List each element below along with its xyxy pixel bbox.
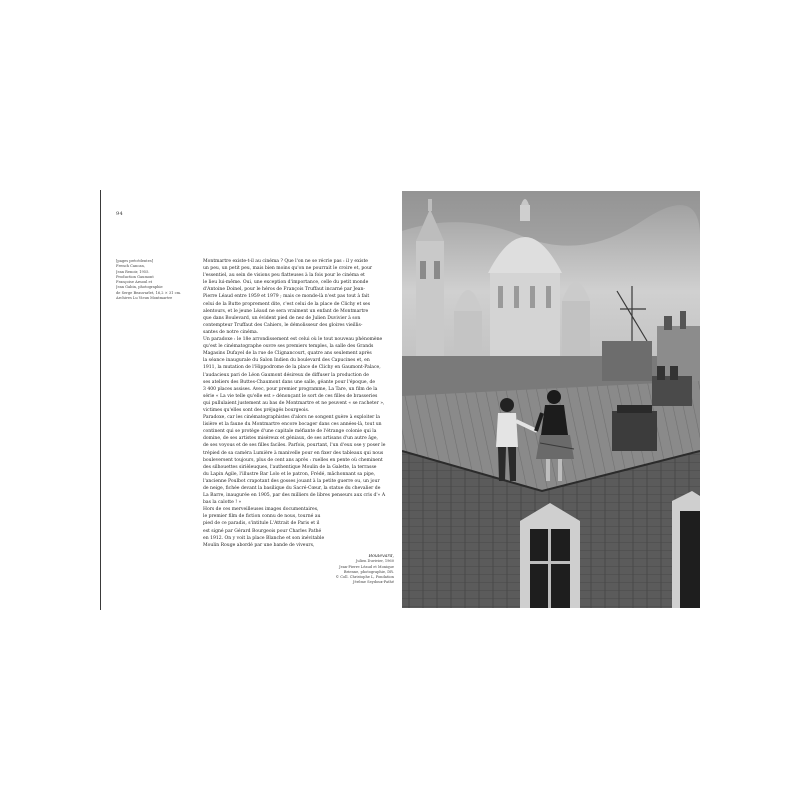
caption-line: de Serge Beauvarlet, 16,2 × 31 cm.: [116, 290, 182, 295]
body-line: l'essentiel, au sein de visions peu flatteuses à la fois pour le cinéma et: [203, 273, 365, 279]
body-line: de neige, fichée devant la basilique du Sacré-Cœur, la statue du chevalier de: [203, 486, 381, 491]
photo-caption-line: Brienne, photographie, DR.: [343, 569, 394, 574]
body-line: de ses voyous et de ses filles faciles. Parfois, pourtant, l'un d'eux ose y poser le: [203, 443, 386, 449]
photo-caption-line: Jérôme Seydoux-Pathé: [353, 580, 394, 585]
body-line: contempteur Truffaut des Cahiers, le démolisseur des gloires vieillis-: [203, 322, 363, 328]
caption-line: French Cancan,: [116, 264, 145, 269]
photo-caption-line: Jean-Pierre Léaud et Monique: [339, 564, 394, 569]
body-line: série « La vie telle qu'elle est » dénonçant le sort de ces filles de brasseries: [203, 393, 378, 399]
body-line: qu'est le cinématographe ouvre ses premiers temples, la salle des Grands: [203, 344, 374, 350]
body-line: le lieu lui-même. Oui, une exception d'importance, celle du petit monde: [203, 280, 369, 286]
body-text: [203, 258, 393, 549]
body-line: bouleversent toujours, plus de cent ans après : ruelles en pente où cheminent: [203, 457, 383, 463]
page-number: 94: [116, 211, 123, 217]
body-line: la séance inaugurale du Salon Indien du boulevard des Capucines et, en: [203, 358, 370, 364]
body-line: lisière et la faune du Montmartre encore bocager dans ces années-là, tout un: [203, 422, 382, 428]
body-line: Montmartre existe-t-il au cinéma ? Que l'on ne se récrie pas : il y existe: [203, 259, 368, 264]
caption-line: Françoise Arnoul et: [116, 280, 153, 285]
body-line: santes de notre cinéma.: [203, 329, 259, 335]
rooftop-photograph: [402, 191, 700, 608]
body-line: est signé par Gérard Bourgeois pour Charles Pathé: [203, 528, 322, 534]
body-line: celui de la Butte proprement dite, c'est celui de la place de Clichy et ses: [203, 301, 371, 307]
body-line: 1911, la mutation de l'Hippodrome de la place de Clichy en Gaumont-Palace,: [203, 365, 381, 371]
photo-caption-line: © Coll. Christophe L, Fondation: [335, 575, 394, 580]
body-line: bas la calotte ! »: [203, 500, 242, 506]
margin-rule: [100, 190, 101, 610]
body-line: en 1912. On y voit la place Blanche et son inévitable: [203, 535, 325, 541]
body-line: d'Antoine Doinel, pour le héros de François Truffaut incarné par Jean-: [203, 287, 365, 293]
photo-caption: [330, 554, 394, 586]
left-caption: [116, 259, 196, 301]
caption-line: Archives Lu Vieux Montmartre: [116, 296, 173, 301]
caption-line: [pages précédentes]: [116, 259, 154, 263]
body-line: qui pullulaient justement au bas de Montmartre et ne peuvent « se racheter »,: [203, 400, 385, 406]
body-line: l'ancienne Poulbot crapotant des gosses jouant à la petite guerre ou, un jour: [203, 478, 380, 484]
body-line: domine, de ses artistes miséreux et géniaux, de ses artisans d'un autre âge,: [203, 436, 378, 442]
caption-line: Jean Renoir, 1955.: [116, 269, 150, 274]
body-line: alentours, et le jeune Léaud ne sera vraiment un enfant de Montmartre: [203, 308, 369, 314]
body-line: Paradoxe, car les cinématographistes d'alors ne songent guère à exploiter la: [203, 415, 380, 421]
body-line: que dans Boulevard, un évident pied de nez de Julien Duvivier à son: [203, 315, 361, 321]
body-line: victimes qu'elles sont des préjugés bourgeois.: [203, 407, 310, 413]
body-line: Pierre Léaud entre 1959 et 1979 ; mais ce monde-là n'est pas tout à fait: [203, 294, 370, 300]
body-line: le premier film de fiction connu de nous, tourné au: [203, 514, 321, 520]
body-line: ses ateliers des Buttes-Chaumont dans une salle, géante pour l'époque, de: [203, 379, 376, 385]
body-line: Moulin Rouge abordé par une bande de viveurs,: [203, 542, 315, 548]
body-line: du Lapin Agile, l'illustre Bar Lolo et le patron, Frédé, mâchonnant sa pipe,: [203, 471, 376, 477]
body-line: continent qui se protège d'une capitale méfiante de l'étrange colonie qui la: [203, 429, 377, 435]
body-line: La Barre, inaugurée en 1905, par des milliers de libres penseurs aux cris d'« À: [203, 493, 386, 499]
body-line: Magasins Dufayel de la rue de Clignancourt, quatre ans seulement après: [203, 351, 372, 357]
caption-line: Jean Gabin, photographie: [116, 285, 163, 290]
body-line: Hors de ces merveilleuses images documentaires,: [203, 507, 319, 513]
photo-caption-title: Boulevard,: [368, 554, 394, 559]
body-line: un peu, un petit peu, mais bien moins qu'on ne pourrait le croire et, pour: [203, 266, 373, 272]
caption-line: Production Gaumont: [116, 274, 154, 279]
body-line: trépied de sa caméra Lumière à manivelle pour en fixer des tableaux qui nous: [203, 450, 384, 456]
body-line: des silhouettes sirièleuques, l'authentique Moulin de la Galette, la terrasse: [203, 464, 377, 470]
photo-caption-line: Julien Duvivier, 1960: [355, 559, 394, 564]
body-line: 3 400 places assises. Avec, pour premier programme, La Tare, un film de la: [203, 386, 378, 392]
body-line: l'audacieux pari de Léon Gaumont désireux de diffuser la production de: [203, 372, 369, 378]
body-line: Un paradoxe : le 18e arrondissement est celui où le tout nouveau phénomène: [203, 337, 383, 343]
body-line: pied de ce paradis, s'intitule L'Attrait de Paris et il: [203, 521, 320, 527]
